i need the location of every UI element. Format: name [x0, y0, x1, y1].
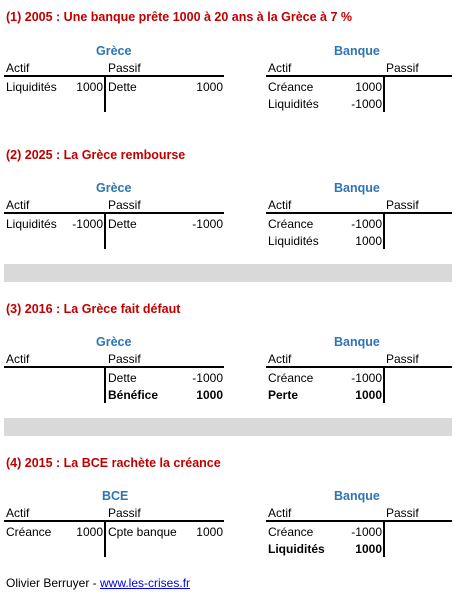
section-4-bce-actif-value: 1000: [76, 525, 103, 539]
section-1-bank-name: Banque: [334, 44, 380, 58]
section-2-bank-row2-value: 1000: [355, 234, 382, 248]
section-1-greece-actif-header: Actif: [6, 61, 30, 75]
section-1-greece-passif-label: Dette: [108, 80, 137, 94]
section-4-bce-name: BCE: [102, 489, 129, 503]
separator-band-1: [4, 264, 452, 282]
section-2-bank-row1-value: -1000: [351, 217, 382, 231]
section-4-bank-name: Banque: [334, 489, 380, 503]
section-4-bank-row1-value: -1000: [351, 525, 382, 539]
section-1-bank-row1-label: Créance: [268, 80, 314, 94]
section-1-bank-row1-value: 1000: [355, 80, 382, 94]
footer-link[interactable]: www.les-crises.fr: [100, 576, 191, 590]
section-3-bank-name: Banque: [334, 335, 380, 349]
section-3-greece-passif-value-2: 1000: [196, 388, 223, 402]
section-4-title: (4) 2015 : La BCE rachète la créance: [6, 456, 221, 470]
section-4-bank-row1-label: Créance: [268, 525, 314, 539]
section-2-bank-row2-label: Liquidités: [268, 234, 319, 248]
section-1-greece-top-rule: [4, 75, 224, 77]
section-4-bce-passif-label: Cpte banque: [108, 525, 177, 539]
separator-band-2: [4, 418, 452, 436]
section-2-bank-divider: [383, 213, 385, 249]
section-4-bce-actif-header: Actif: [6, 506, 30, 520]
section-1-greece-name: Grèce: [96, 44, 132, 58]
section-2-bank-name: Banque: [334, 181, 380, 195]
section-3-greece-passif-header: Passif: [108, 352, 141, 366]
section-3-greece-passif-label-2: Bénéfice: [108, 388, 159, 402]
section-4-bank-actif-header: Actif: [268, 506, 292, 520]
section-1-bank-row2-label: Liquidités: [268, 97, 319, 111]
section-4-bce-passif-value: 1000: [196, 525, 223, 539]
section-4-bce-top-rule: [4, 520, 224, 522]
section-2-greece-name: Grèce: [96, 181, 132, 195]
section-4-bank-top-rule: [266, 520, 452, 522]
footer-author: Olivier Berruyer -: [6, 576, 101, 590]
section-4-bank-divider: [383, 521, 385, 557]
section-3-greece-passif-label-1: Dette: [108, 371, 137, 385]
section-1-title: (1) 2005 : Une banque prête 1000 à 20 ans à la Grèce à 7 %: [6, 10, 353, 24]
section-1-bank-row2-value: -1000: [351, 97, 382, 111]
section-3-greece-actif-header: Actif: [6, 352, 30, 366]
section-3-bank-row1-label: Créance: [268, 371, 314, 385]
section-4-bce-passif-header: Passif: [108, 506, 141, 520]
section-3-bank-divider: [383, 367, 385, 403]
section-1-greece-passif-header: Passif: [108, 61, 141, 75]
section-3-bank-row2-value: 1000: [355, 388, 382, 402]
section-3-greece-passif-value-1: -1000: [192, 371, 223, 385]
section-2-greece-actif-label: Liquidités: [6, 217, 57, 231]
section-2-bank-passif-header: Passif: [386, 198, 419, 212]
section-3-bank-row1-value: -1000: [351, 371, 382, 385]
section-1-bank-actif-header: Actif: [268, 61, 292, 75]
section-4-bank-row2-label: Liquidités: [268, 542, 325, 556]
section-3-bank-top-rule: [266, 366, 452, 368]
section-4-bce-divider: [104, 521, 106, 557]
section-1-bank-passif-header: Passif: [386, 61, 419, 75]
section-2-title: (2) 2025 : La Grèce rembourse: [6, 148, 186, 162]
section-2-bank-top-rule: [266, 212, 452, 214]
section-3-greece-name: Grèce: [96, 335, 132, 349]
section-2-bank-actif-header: Actif: [268, 198, 292, 212]
section-4-bank-passif-header: Passif: [386, 506, 419, 520]
section-1-greece-actif-value: 1000: [76, 80, 103, 94]
section-3-bank-row2-label: Perte: [268, 388, 299, 402]
section-4-bank-row2-value: 1000: [355, 542, 382, 556]
section-3-greece-top-rule: [4, 366, 224, 368]
section-3-title: (3) 2016 : La Grèce fait défaut: [6, 302, 181, 316]
section-1-bank-divider: [383, 76, 385, 112]
section-1-greece-actif-label: Liquidités: [6, 80, 57, 94]
section-3-bank-actif-header: Actif: [268, 352, 292, 366]
footer: [6, 576, 190, 590]
section-1-greece-divider: [104, 76, 106, 112]
section-2-greece-actif-value: -1000: [72, 217, 103, 231]
section-2-greece-passif-label: Dette: [108, 217, 137, 231]
section-2-greece-passif-header: Passif: [108, 198, 141, 212]
section-2-greece-actif-header: Actif: [6, 198, 30, 212]
section-2-greece-passif-value: -1000: [192, 217, 223, 231]
section-3-greece-divider: [104, 367, 106, 403]
section-2-greece-top-rule: [4, 212, 224, 214]
section-1-greece-passif-value: 1000: [196, 80, 223, 94]
section-3-bank-passif-header: Passif: [386, 352, 419, 366]
section-2-bank-row1-label: Créance: [268, 217, 314, 231]
section-4-bce-actif-label: Créance: [6, 525, 52, 539]
section-1-bank-top-rule: [266, 75, 452, 77]
section-2-greece-divider: [104, 213, 106, 249]
